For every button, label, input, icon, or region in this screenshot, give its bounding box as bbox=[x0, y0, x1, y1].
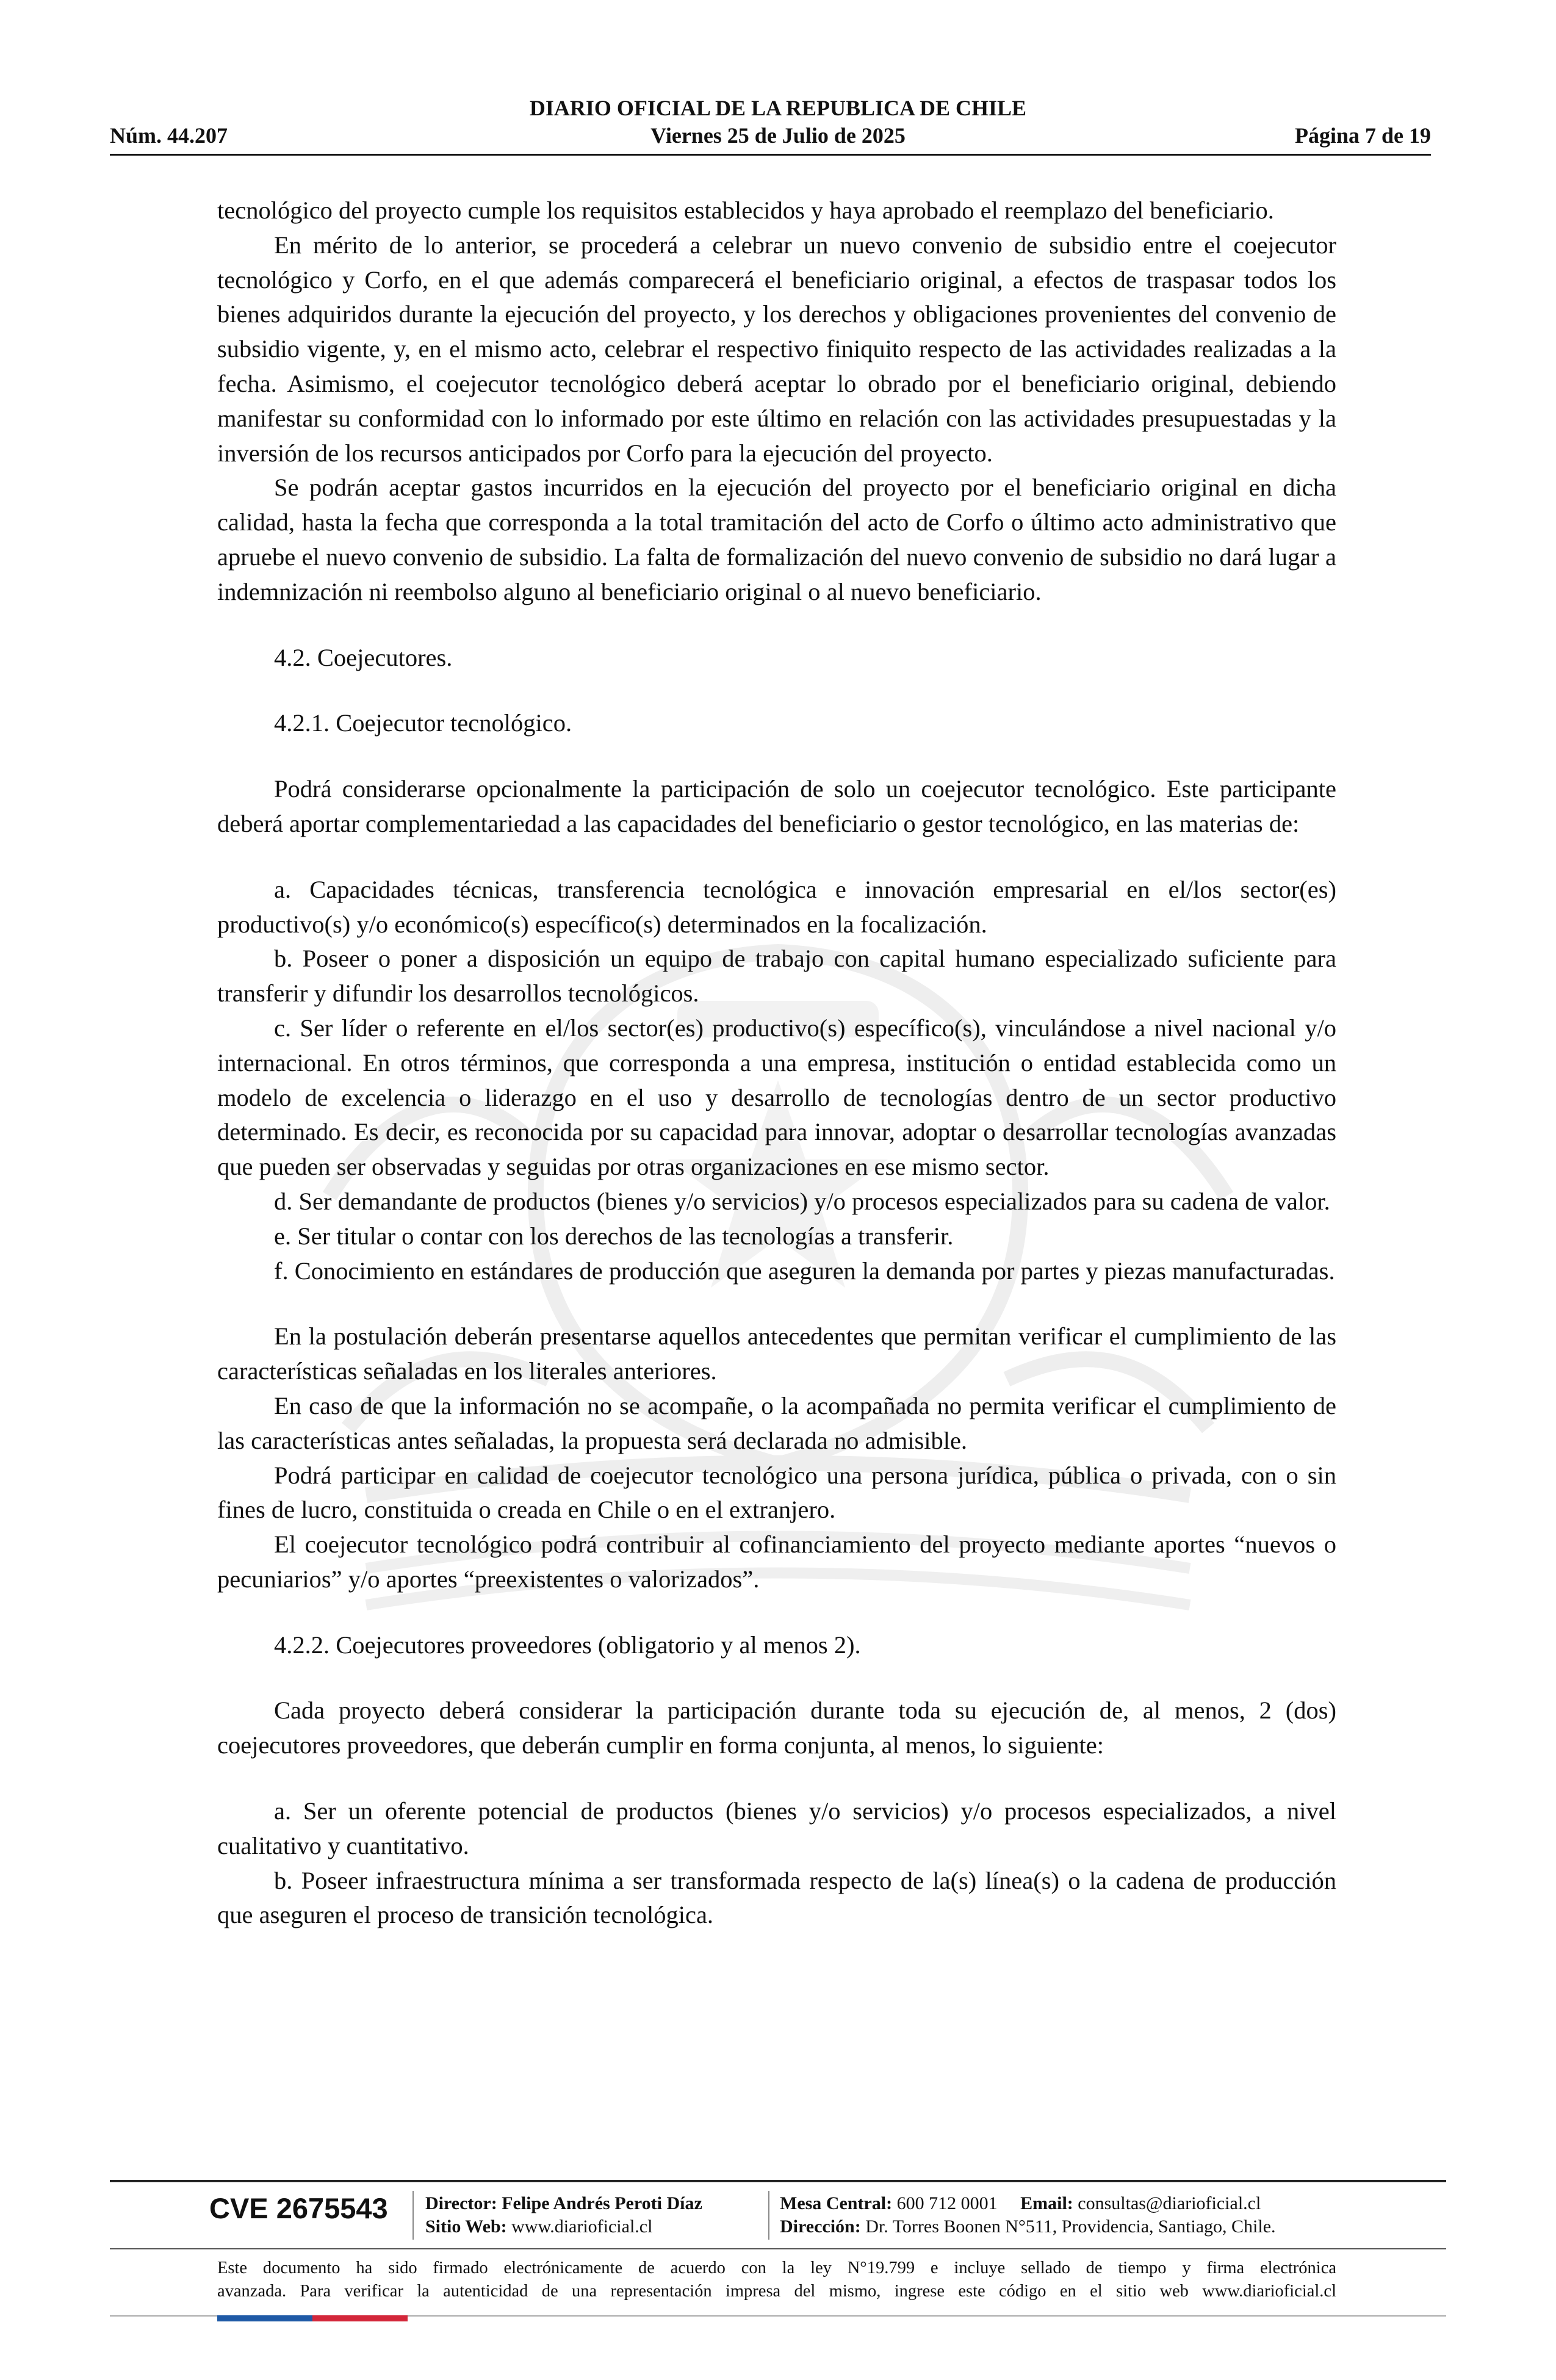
paragraph: En caso de que la información no se acompañe, o la acompañada no permita verificar el cumplimiento de las características antes señaladas, la propuesta será declarada no admisible. bbox=[217, 1391, 1336, 1454]
list-item: a. Ser un oferente potencial de productos (bienes y/o servicios) y/o procesos especializados, a nivel cualitativo y cuantitativo. bbox=[217, 1797, 1336, 1859]
spacer bbox=[217, 842, 1336, 873]
subsection-heading: 4.2.2. Coejecutores proveedores (obligatorio y al menos 2). bbox=[274, 1631, 861, 1659]
phone-label: Mesa Central: bbox=[780, 2193, 893, 2213]
legal-line: avanzada. Para verificar la autenticidad de una representación impresa del mismo, ingrese este código en el sitio web www.diarioficial.cl bbox=[217, 2282, 1336, 2301]
flag-bar-red bbox=[312, 2315, 408, 2321]
section-heading: 4.2. Coejecutores. bbox=[274, 643, 453, 671]
spacer bbox=[217, 610, 1336, 641]
paragraph: Podrá considerarse opcionalmente la participación de solo un coejecutor tecnológico. Este participante deberá aportar complementariedad a las capacidades del beneficiario o gestor tecnológico, en las materias de: bbox=[217, 775, 1336, 837]
paragraph: Podrá participar en calidad de coejecutor tecnológico una persona jurídica, pública o privada, con o sin fines de lucro, constituida o creada en Chile o en el extranjero. bbox=[217, 1461, 1336, 1524]
header-divider bbox=[110, 154, 1431, 156]
footer-separator bbox=[412, 2191, 414, 2240]
paragraph: En la postulación deberán presentarse aquellos antecedentes que permitan verificar el cumplimiento de las características señaladas en los literales anteriores. bbox=[217, 1322, 1336, 1385]
list-item: a. Capacidades técnicas, transferencia tecnológica e innovación empresarial en el/los sector(es) productivo(s) y/o económico(s) específico(s) determinados en la focalización. bbox=[217, 875, 1336, 938]
list-item: d. Ser demandante de productos (bienes y/o servicios) y/o procesos especializados para su cadena de valor. bbox=[274, 1187, 1330, 1215]
phone-number: 600 712 0001 bbox=[896, 2193, 998, 2213]
list-item: e. Ser titular o contar con los derechos de las tecnologías a transferir. bbox=[274, 1222, 954, 1250]
issue-date: Viernes 25 de Julio de 2025 bbox=[650, 123, 906, 148]
spacer bbox=[217, 1288, 1336, 1319]
list-item: b. Poseer infraestructura mínima a ser transformada respecto de la(s) línea(s) o la cadena de producción que aseguren el proceso de transición tecnológica. bbox=[217, 1866, 1336, 1929]
cve-code: CVE 2675543 bbox=[209, 2192, 388, 2224]
footer-divider bbox=[110, 2180, 1446, 2182]
list-item: f. Conocimiento en estándares de producción que aseguren la demanda por partes y piezas manufacturadas. bbox=[274, 1257, 1335, 1285]
spacer bbox=[217, 1662, 1336, 1693]
legal-line: Este documento ha sido firmado electrónicamente de acuerdo con la ley N°19.799 e incluye sellado de tiempo y firma electrónica bbox=[217, 2259, 1336, 2277]
spacer bbox=[217, 1597, 1336, 1628]
footer-separator bbox=[768, 2191, 769, 2240]
footer-contact-right bbox=[780, 2192, 1276, 2238]
director-name: Felipe Andrés Peroti Díaz bbox=[502, 2193, 702, 2213]
footer-divider bbox=[110, 2248, 1446, 2249]
newspaper-title: DIARIO OFICIAL DE LA REPUBLICA DE CHILE bbox=[529, 96, 1027, 120]
paragraph: Cada proyecto deberá considerar la participación durante toda su ejecución de, al menos, 2 (dos) coejecutores proveedores, que deberán cumplir en forma conjunta, al menos, lo siguiente: bbox=[217, 1697, 1336, 1759]
address-value: Dr. Torres Boonen N°511, Providencia, Santiago, Chile. bbox=[865, 2216, 1276, 2237]
website-label: Sitio Web: bbox=[425, 2216, 507, 2237]
document-body bbox=[217, 193, 1336, 1933]
footer-contact-left bbox=[425, 2192, 702, 2238]
paragraph: Se podrán aceptar gastos incurridos en la ejecución del proyecto por el beneficiario original en dicha calidad, hasta la fecha que corresponda a la total tramitación del acto de Corfo o último acto administrativo que apruebe el nuevo convenio de subsidio. La falta de formalización del nuevo convenio de subsidio no dará lugar a indemnización ni reembolso alguno al beneficiario original o al nuevo beneficiario. bbox=[217, 474, 1336, 605]
address-label: Dirección: bbox=[780, 2216, 861, 2237]
email-link[interactable]: consultas@diarioficial.cl bbox=[1078, 2193, 1261, 2213]
paragraph: El coejecutor tecnológico podrá contribuir al cofinanciamiento del proyecto mediante aportes “nuevos o pecuniarios” y/o aportes “preexistentes o valorizados”. bbox=[217, 1531, 1336, 1593]
subsection-heading: 4.2.1. Coejecutor tecnológico. bbox=[274, 709, 572, 737]
list-item: b. Poseer o poner a disposición un equipo de trabajo con capital humano especializado suficiente para transferir y difundir los desarrollos tecnológicos. bbox=[217, 945, 1336, 1008]
spacer bbox=[217, 675, 1336, 706]
paragraph: tecnológico del proyecto cumple los requisitos establecidos y haya aprobado el reemplazo del beneficiario. bbox=[217, 197, 1274, 224]
issue-number: Núm. 44.207 bbox=[110, 123, 228, 148]
website-link[interactable]: www.diarioficial.cl bbox=[511, 2216, 653, 2237]
director-label: Director: bbox=[425, 2193, 497, 2213]
flag-color-bar bbox=[217, 2315, 408, 2321]
list-item: c. Ser líder o referente en el/los sector(es) productivo(s) específico(s), vinculándose a nivel nacional y/o internacional. En otros términos, que corresponda a una empresa, institución o entidad establecida como un modelo de excelencia o liderazgo en el uso y desarrollo de tecnologías dentro de un sector productivo determinado. Es decir, es reconocida por su capacidad para innovar, adoptar o desarrollar tecnologías avanzadas que pueden ser observadas y seguidas por otras organizaciones en ese mismo sector. bbox=[217, 1014, 1336, 1181]
flag-bar-blue bbox=[217, 2315, 312, 2321]
legal-notice bbox=[217, 2257, 1336, 2303]
email-label: Email: bbox=[1020, 2193, 1073, 2213]
spacer bbox=[217, 741, 1336, 772]
page-indicator: Página 7 de 19 bbox=[1294, 123, 1431, 148]
paragraph: En mérito de lo anterior, se procederá a celebrar un nuevo convenio de subsidio entre el coejecutor tecnológico y Corfo, en el que además comparecerá el beneficiario original, a efectos de traspasar todos los bienes adquiridos durante la ejecución del proyecto, y los derechos y obligaciones provenientes del convenio de subsidio vigente, y, en el mismo acto, celebrar el respectivo finiquito respecto de las actividades realizadas a la fecha. Asimismo, el coejecutor tecnológico deberá aceptar lo obrado por el beneficiario original, debiendo manifestar su conformidad con lo informado por este último en relación con las actividades presupuestadas y la inversión de los recursos anticipados por Corfo para la ejecución del proyecto. bbox=[217, 231, 1336, 467]
spacer bbox=[217, 1763, 1336, 1794]
